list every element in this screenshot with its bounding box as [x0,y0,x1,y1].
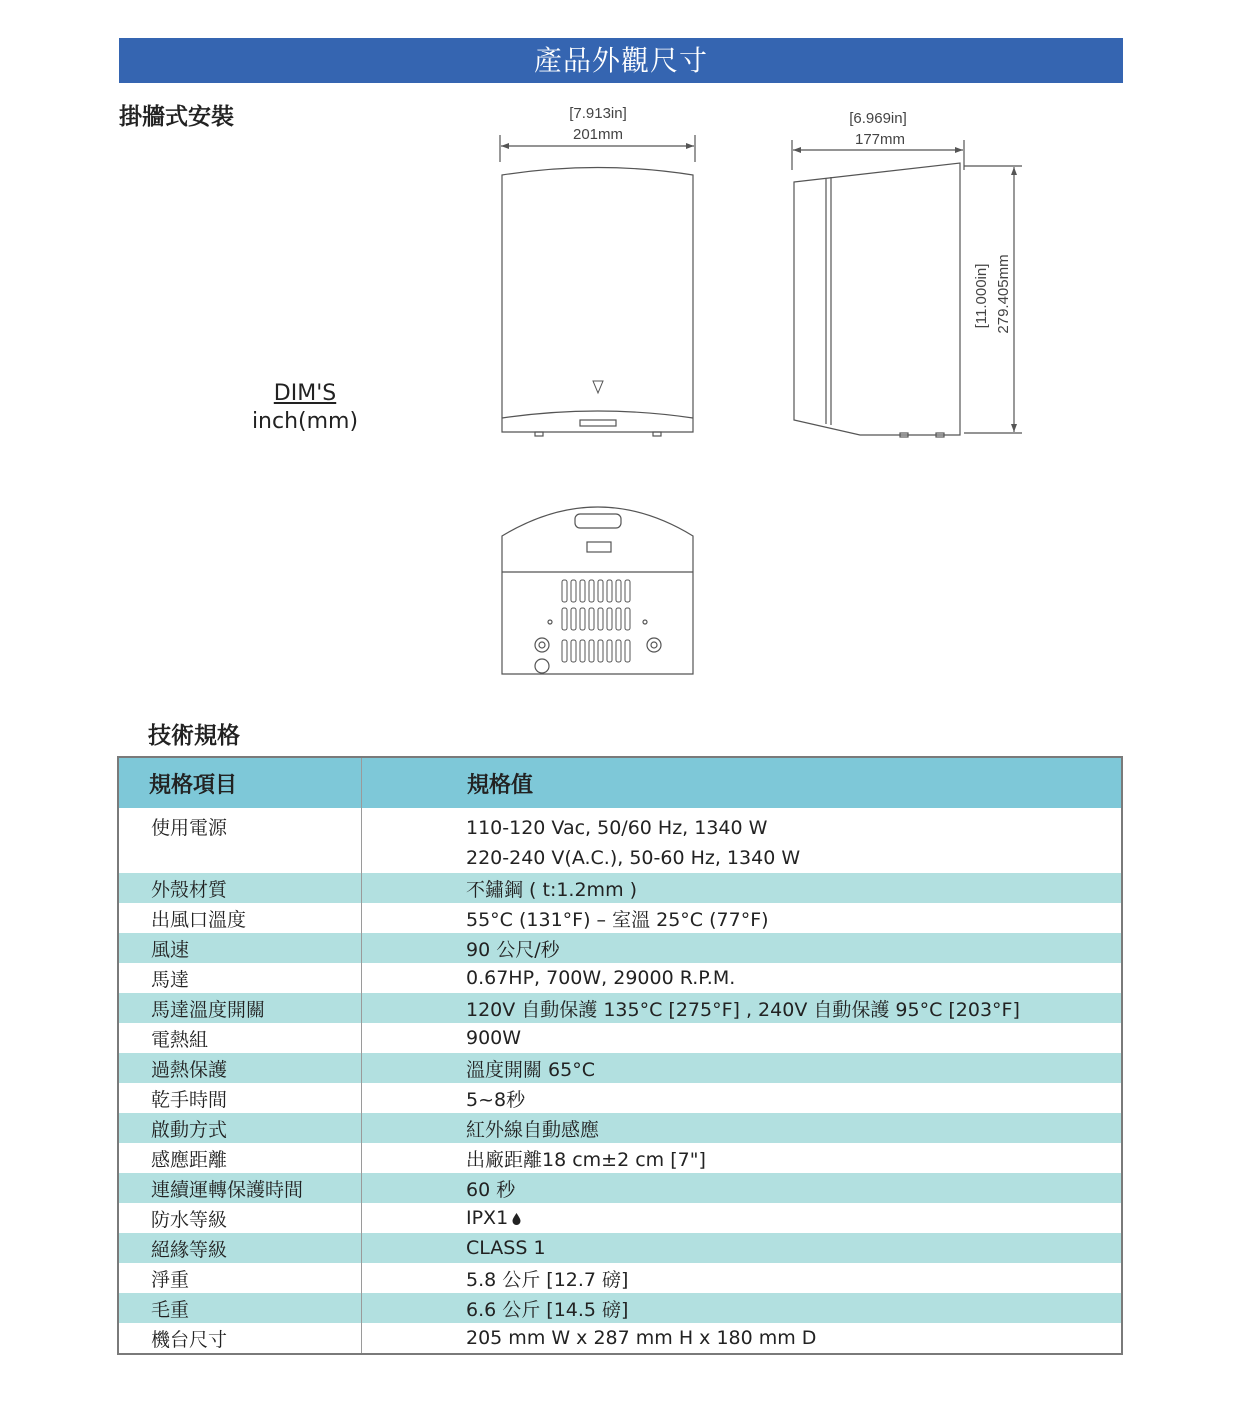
spec-value: 5~8秒 [466,1088,526,1111]
spec-item: 馬達溫度開關 [118,993,362,1023]
spec-item: 出風口溫度 [118,903,362,933]
spec-value-line: 110-120 Vac, 50/60 Hz, 1340 W [466,817,768,839]
spec-item: 連續運轉保護時間 [118,1173,362,1203]
spec-row [118,808,1122,873]
spec-item: 感應距離 [118,1143,362,1173]
spec-title: 技術規格 [148,723,240,749]
spec-value: 90 公尺/秒 [362,933,1123,963]
install-title: 掛牆式安裝 [119,104,234,130]
spec-item: 機台尺寸 [118,1323,362,1354]
spec-table [117,756,1123,1355]
spec-item: 絕緣等級 [118,1233,362,1263]
spec-item: 馬達 [118,963,362,993]
spec-value: 5.8 公斤 [12.7 磅] [466,1268,629,1291]
side-depth-mm: 177mm [854,131,906,148]
spec-item: 風速 [118,933,362,963]
down-triangle-icon [593,381,603,393]
spec-row [118,1023,1122,1053]
spec-value: 不鏽鋼 ( t:1.2mm ) [362,873,1123,903]
spec-row [118,1053,1122,1083]
spec-value: 0.67HP, 700W, 29000 R.P.M. [466,967,736,989]
spec-value: 溫度開關 65°C [362,1053,1123,1083]
spec-item: 毛重 [118,1293,362,1323]
spec-header-item: 規格項目 [118,757,362,808]
spec-value-text: IPX1 [466,1207,509,1229]
spec-item: 乾手時間 [118,1083,362,1113]
page-banner: 產品外觀尺寸 [119,38,1123,83]
spec-value [362,808,1123,873]
spec-header-row [118,757,1122,808]
side-depth-in: [6.969in] [849,110,907,127]
spec-row [118,963,1122,993]
dims-label-line2: inch(mm) [251,409,359,434]
spec-item: 電熱組 [118,1023,362,1053]
spec-row [118,1323,1122,1354]
spec-row [118,1263,1122,1293]
spec-value: 紅外線自動感應 [362,1113,1123,1143]
dimension-drawing [0,0,1240,700]
spec-value [362,1203,1123,1233]
spec-row [118,1083,1122,1113]
spec-row [118,1293,1122,1323]
side-height-mm: 279.405mm [995,254,1012,334]
spec-item: 防水等級 [118,1203,362,1233]
front-width-mm: 201mm [572,126,624,143]
spec-item: 外殼材質 [118,873,362,903]
spec-value: 120V 自動保護 135°C [275°F] , 240V 自動保護 95°C [203°F] [362,993,1123,1023]
spec-item: 淨重 [118,1263,362,1293]
spec-item: 啟動方式 [118,1113,362,1143]
spec-row [118,993,1122,1023]
spec-item: 過熱保護 [118,1053,362,1083]
spec-value: 55°C (131°F) – 室溫 25°C (77°F) [466,908,769,931]
dims-label-line1: DIM'S [273,381,337,406]
spec-value: 6.6 公斤 [14.5 磅] [362,1293,1123,1323]
spec-row [118,903,1122,933]
water-drop-icon [512,1213,521,1225]
spec-value: CLASS 1 [362,1233,1123,1263]
spec-row [118,1143,1122,1173]
spec-value: 900W [466,1027,522,1049]
spec-row [118,1233,1122,1263]
spec-row [118,1173,1122,1203]
spec-row [118,1113,1122,1143]
spec-row [118,933,1122,963]
spec-row [118,1203,1122,1233]
spec-value: 60 秒 [362,1173,1123,1203]
spec-value: 205 mm W x 287 mm H x 180 mm D [466,1327,817,1349]
spec-row [118,873,1122,903]
spec-header-value: 規格值 [362,757,1123,808]
front-width-in: [7.913in] [569,105,627,122]
spec-value-line: 220-240 V(A.C.), 50-60 Hz, 1340 W [466,847,801,869]
spec-value: 出廠距離18 cm±2 cm [7"] [466,1148,706,1171]
side-height-in: [11.000in] [973,263,990,329]
spec-item: 使用電源 [118,808,362,873]
